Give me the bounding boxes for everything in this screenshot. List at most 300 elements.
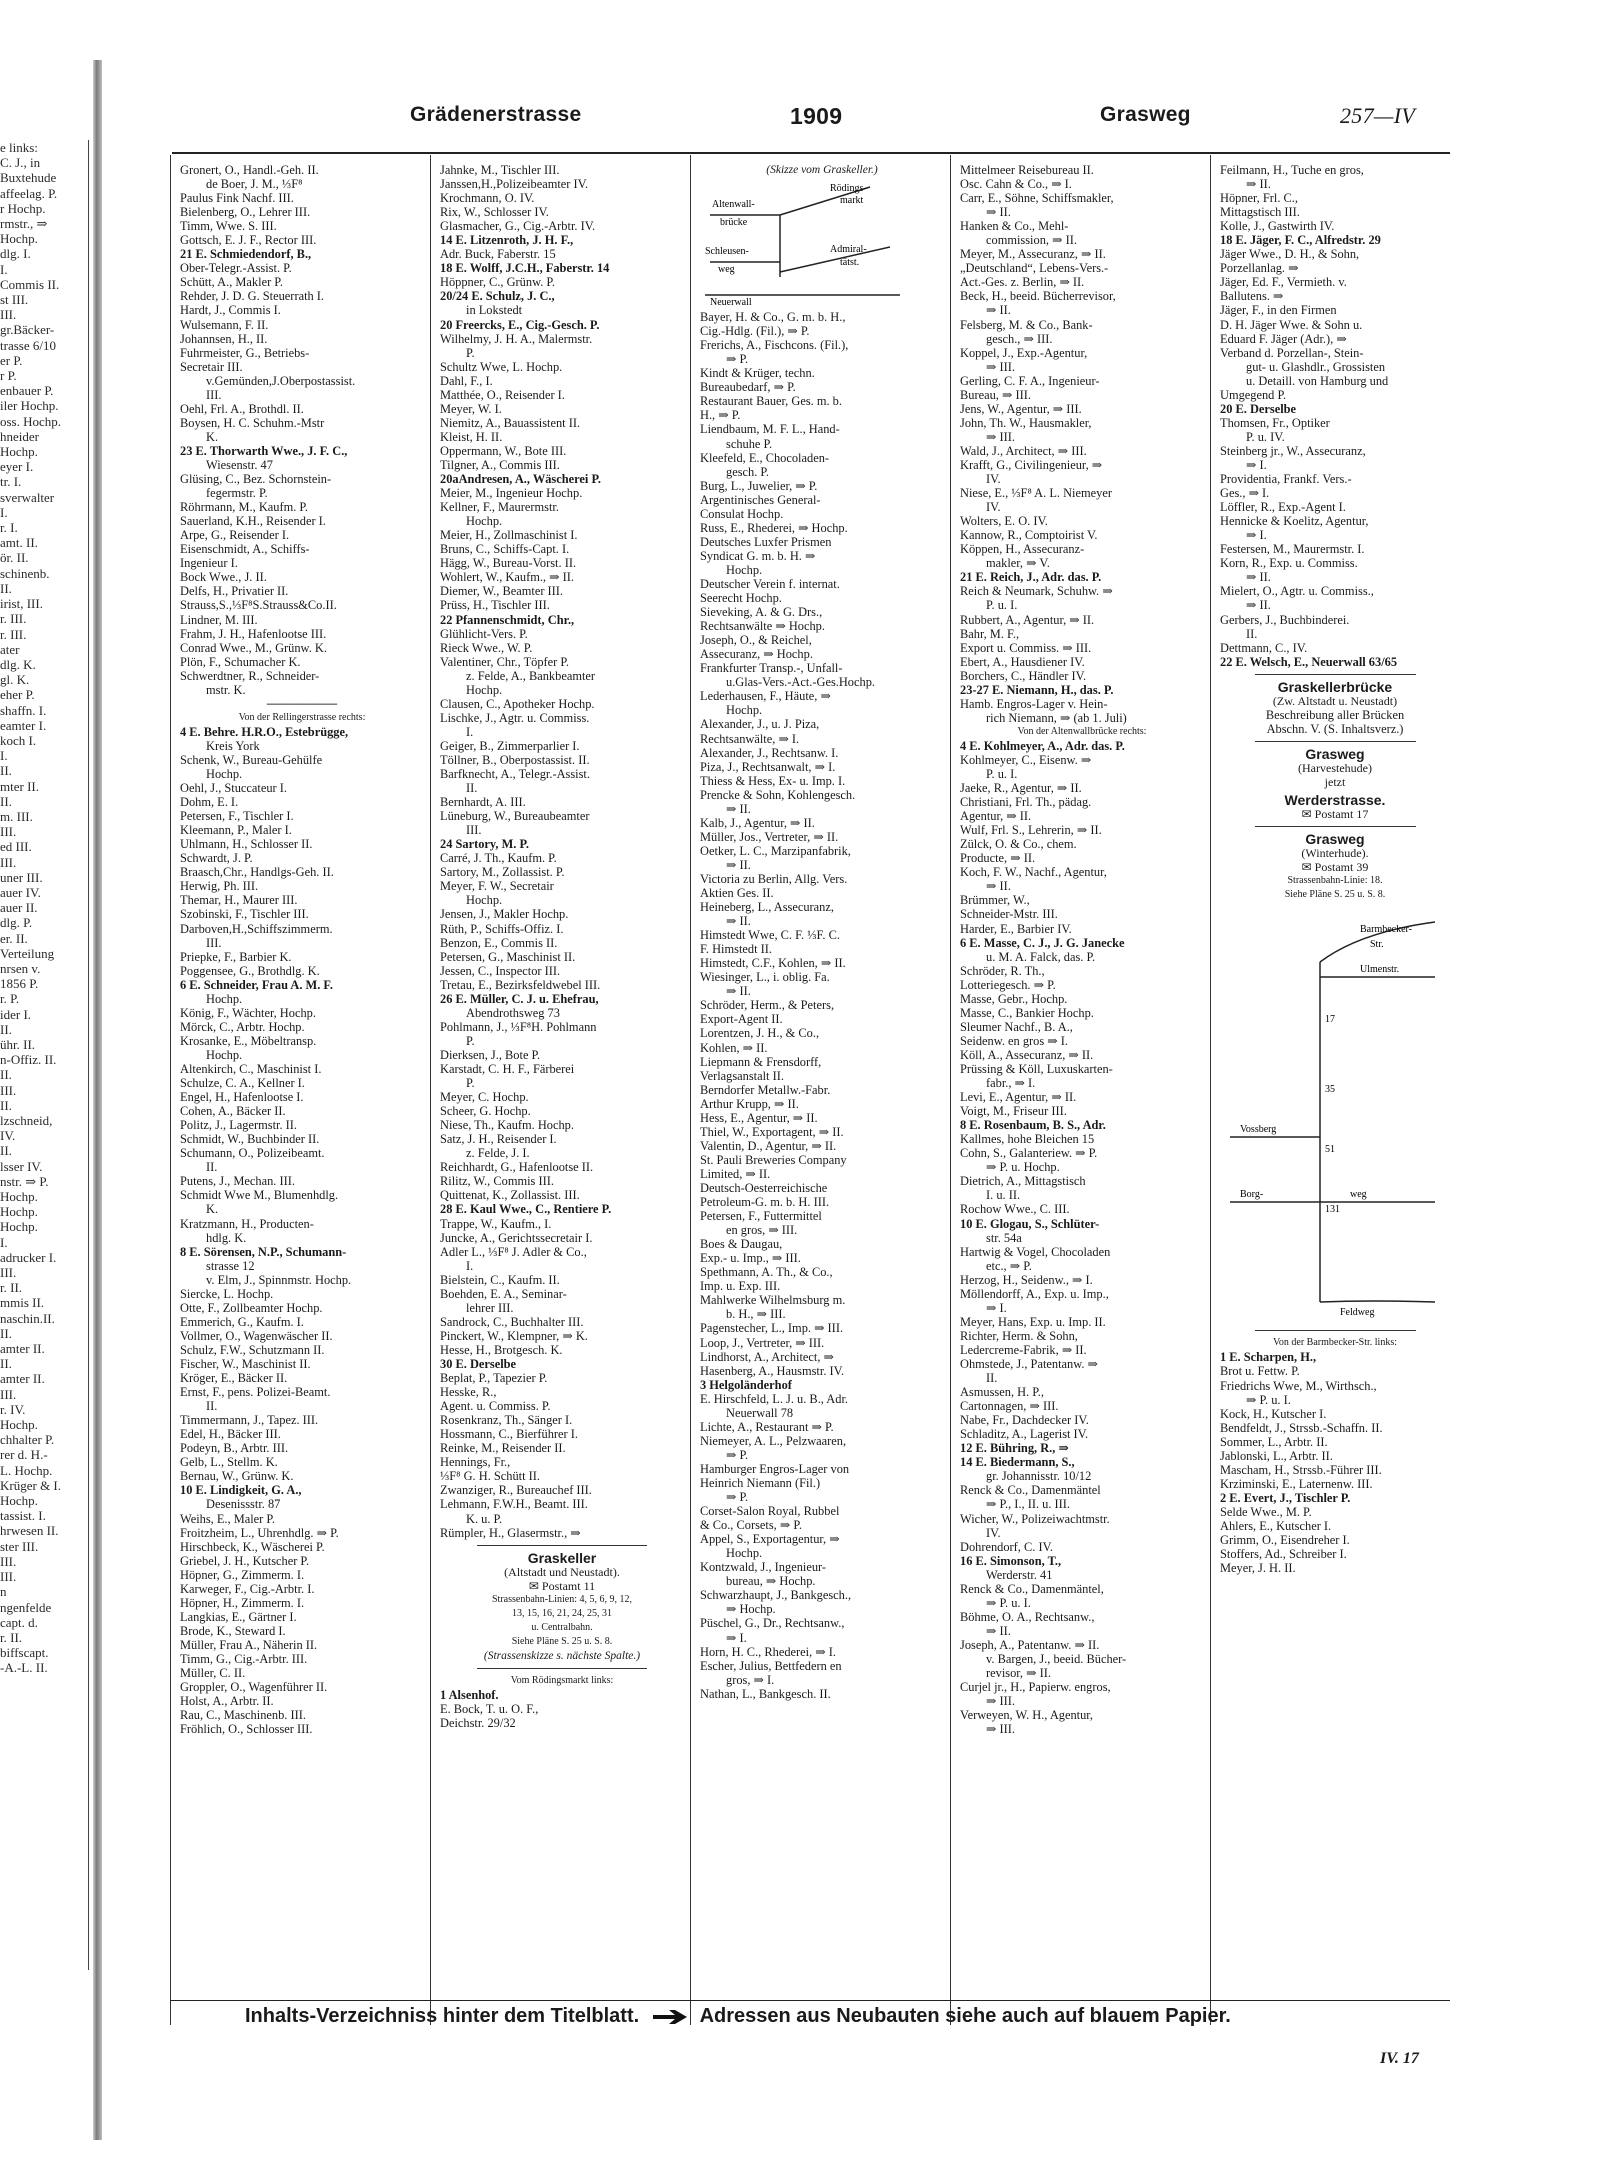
entry-line: Ernst, F., pens. Polizei-Beamt.: [180, 1385, 331, 1400]
entry-line: Osc. Cahn & Co., ⇒ I.: [960, 177, 1072, 192]
entry-line: Conrad Wwe., M., Grünw. K.: [180, 640, 327, 655]
entry-line: Lüneburg, W., Bureaubeamter: [440, 809, 590, 824]
left-page-line: L. Hochp.: [0, 1462, 53, 1478]
left-page-line: I.: [0, 261, 8, 277]
sketch-label: brücke: [720, 217, 748, 229]
entry-line: Putens, J., Mechan. III.: [180, 1174, 295, 1189]
entry-line: Festersen, M., Maurermstr. I.: [1220, 542, 1365, 557]
entry-line: Umgegend P.: [1220, 387, 1287, 402]
entry-line: 23 E. Thorwarth Wwe., J. F. C.,: [180, 443, 348, 458]
entry-line: II.: [206, 1399, 218, 1414]
entry-line: Petersen, G., Maschinist II.: [440, 949, 576, 964]
entry-line: I.: [466, 724, 474, 739]
entry-line: gut- u. Glashdlr., Grossisten: [1246, 359, 1386, 374]
entry-line: Schwarzhaupt, J., Bankgesch.,: [700, 1588, 852, 1603]
header-page-number: 257—IV: [1340, 103, 1416, 128]
entry-line: ⇒ I.: [986, 1300, 1007, 1315]
entry-line: Beck, H., beeid. Bücherrevisor,: [960, 289, 1116, 304]
jetzt-label: jetzt: [1324, 774, 1346, 789]
entry-line: Horn, H. C., Rhederei, ⇒ I.: [700, 1644, 836, 1659]
entry-line: u. M. A. Falck, das. P.: [986, 949, 1096, 964]
entry-line: mstr. K.: [206, 682, 246, 697]
entry-line: Strassenbahn-Linien: 4, 5, 6, 9, 12,: [492, 1593, 632, 1605]
entry-line: Koppel, J., Exp.-Agentur,: [960, 345, 1088, 360]
entry-line: Alexander, J., u. J. Piza,: [700, 717, 820, 732]
entry-line: Wulf, Frl. S., Lehrerin, ⇒ II.: [960, 823, 1102, 838]
entry-line: Dettmann, C., IV.: [1220, 640, 1308, 655]
entry-line: Quittenat, K., Zollassist. III.: [440, 1188, 580, 1203]
entry-line: ⇒ III.: [986, 1694, 1015, 1709]
left-page-line: nrsen v.: [0, 960, 41, 976]
entry-line: Ges., ⇒ I.: [1220, 486, 1270, 501]
entry-line: Petersen, F., Futtermittel: [700, 1209, 822, 1224]
left-page-line: II.: [0, 580, 12, 596]
entry-line: Emmerich, G., Kaufm. I.: [180, 1314, 304, 1329]
entry-line: Meyer, C. Hochp.: [440, 1090, 529, 1105]
left-page-line: ngenfelde: [0, 1599, 52, 1615]
entry-line: Frerichs, A., Fischcons. (Fil.),: [700, 338, 849, 353]
entry-line: Rau, C., Maschinenb. III.: [180, 1708, 306, 1723]
entry-line: P.: [466, 1033, 475, 1048]
entry-line: Reichhardt, G., Hafenlootse II.: [440, 1160, 594, 1175]
entry-line: schuhe P.: [726, 436, 773, 451]
entry-line: Syndicat G. m. b. H. ⇒: [700, 548, 816, 563]
left-page-line: II.: [0, 793, 12, 809]
entry-line: Wilhelmy, J. H. A., Malermstr.: [440, 331, 593, 346]
left-page-line: Verteilung: [0, 945, 55, 961]
entry-line: ⇒ II.: [726, 914, 751, 929]
entry-line: Export u. Commiss. ⇒ III.: [960, 640, 1092, 655]
entry-line: Reinke, M., Reisender II.: [440, 1441, 566, 1456]
entry-line: Glüsing, C., Bez. Schornstein-: [180, 472, 332, 487]
entry-line: John, Th. W., Hausmakler,: [960, 415, 1092, 430]
entry-line: Wolters, E. O. IV.: [960, 514, 1048, 529]
entry-line: Kleefeld, E., Chocoladen-: [700, 450, 830, 465]
entry-line: P. u. I.: [986, 598, 1018, 613]
entry-line: Karstadt, C. H. F., Färberei: [440, 1062, 575, 1076]
entry-line: Hamb. Engros-Lager v. Hein-: [960, 696, 1108, 711]
entry-line: Lichte, A., Restaurant ⇒ P.: [700, 1419, 834, 1434]
left-page-line: ider I.: [0, 1006, 32, 1022]
entry-line: Krosanke, E., Möbeltransp.: [180, 1033, 317, 1048]
section-divider: [1255, 741, 1416, 742]
entry-line: Altenkirch, C., Maschinist I.: [180, 1062, 322, 1076]
entry-line: Feilmann, H., Tuche en gros,: [1220, 163, 1364, 177]
entry-line: in Lokstedt: [466, 303, 523, 318]
entry-line: Sieveking, A. & G. Drs.,: [700, 605, 823, 620]
entry-line: Herzog, H., Seidenw., ⇒ I.: [960, 1272, 1093, 1287]
entry-line: Aktien Ges. II.: [700, 886, 774, 901]
entry-line: Sartory, M., Zollassist. P.: [440, 865, 565, 880]
entry-line: Kohlen, ⇒ II.: [700, 1040, 768, 1055]
entry-line: z. Felde, J. I.: [466, 1146, 530, 1161]
section-subtitle: (Winterhude).: [1301, 846, 1369, 861]
entry-line: Beplat, P., Tapezier P.: [440, 1371, 548, 1386]
entry-line: Siercke, L. Hochp.: [180, 1286, 274, 1301]
entry-line: Grimm, O., Eisendreher I.: [1220, 1533, 1350, 1548]
entry-line: Meyer, F. W., Secretair: [440, 879, 554, 894]
entry-line: Plön, F., Schumacher K.: [180, 654, 301, 669]
entry-line: 10 E. Lindigkeit, G. A.,: [180, 1483, 302, 1498]
left-page-line: tassist. I.: [0, 1508, 46, 1524]
entry-line: Beschreibung aller Brücken: [1265, 707, 1405, 722]
left-page-line: r. III.: [0, 626, 27, 642]
entry-line: bureau, ⇒ Hochp.: [726, 1574, 816, 1589]
entry-line: Bayer, H. & Co., G. m. b. H.,: [700, 310, 846, 325]
entry-line: Rehder, J. D. G. Steuerrath I.: [180, 289, 325, 304]
entry-line: Valentin, D., Agentur, ⇒ II.: [700, 1138, 837, 1153]
left-page-line: Commis II.: [0, 276, 60, 292]
entry-line: Hirschbeck, K., Wäscherei P.: [180, 1539, 325, 1554]
entry-line: Meyer, M., Assecuranz, ⇒ II.: [960, 247, 1106, 262]
entry-line: u.Glas-Vers.-Act.-Ges.Hochp.: [726, 675, 875, 690]
entry-line: Politz, J., Lagermstr. II.: [180, 1118, 298, 1133]
entry-line: Ober-Telegr.-Assist. P.: [180, 261, 292, 276]
left-page-line: irist, III.: [0, 596, 43, 612]
entry-line: II.: [206, 1160, 218, 1175]
entry-line: Pinckert, W., Klempner, ⇒ K.: [440, 1328, 588, 1343]
left-page-line: uner III.: [0, 869, 43, 885]
left-page-line: Hochp.: [0, 1204, 38, 1220]
entry-line: IV.: [986, 472, 1001, 487]
entry-line: de Boer, J. M., ⅓F⁸: [206, 177, 303, 192]
entry-line: Von der Altenwallbrücke rechts:: [1017, 725, 1147, 737]
left-page-line: III.: [0, 1553, 17, 1569]
section-title-graskeller: Graskeller: [527, 1549, 597, 1566]
entry-line: Joseph, A., Patentanw. ⇒ II.: [960, 1637, 1100, 1652]
entry-line: Gottsch, E. J. F., Rector III.: [180, 233, 317, 248]
entry-line: & Co., Corsets, ⇒ P.: [700, 1518, 802, 1533]
entry-line: Piza, J., Rechtsanwalt, ⇒ I.: [700, 759, 836, 774]
entry-line: Meyer, W. I.: [440, 401, 502, 416]
section-divider: [1255, 1330, 1416, 1331]
left-page-line: C. J., in: [0, 155, 41, 171]
section-title-grasweg-winterhude: Grasweg: [1305, 831, 1365, 848]
left-page-line: biffscapt.: [0, 1645, 49, 1661]
entry-line: Bock Wwe., J. II.: [180, 570, 267, 585]
entry-line: Scheer, G. Hochp.: [440, 1104, 531, 1119]
entry-line: Jäger Wwe., D. H., & Sohn,: [1220, 247, 1360, 262]
entry-line: Herwig, Ph. III.: [180, 879, 259, 894]
left-page-line: II.: [0, 1021, 12, 1037]
entry-line: str. 54a: [986, 1230, 1022, 1245]
entry-line: Fröhlich, O., Schlosser III.: [180, 1722, 313, 1737]
werderstrasse-label: Werderstrasse.: [1284, 792, 1386, 809]
header-street-end: Grasweg: [1100, 103, 1191, 126]
entry-line: Püschel, G., Dr., Rechtsanw.,: [700, 1616, 845, 1631]
entry-line: 28 E. Kaul Wwe., C., Rentiere P.: [440, 1202, 612, 1217]
entry-line: 20 E. Derselbe: [1220, 401, 1297, 416]
entry-line: Köll, A., Assecuranz, ⇒ II.: [960, 1047, 1094, 1062]
entry-line: Nathan, L., Bankgesch. II.: [700, 1686, 831, 1701]
entry-line: Himstedt, C.F., Kohlen, ⇒ II.: [700, 956, 846, 971]
entry-line: Bureau, ⇒ III.: [960, 387, 1031, 402]
entry-line: König, F., Wächter, Hochp.: [180, 1005, 316, 1020]
entry-line: Glühlicht-Vers. P.: [440, 626, 528, 641]
entry-line: Desenissstr. 87: [206, 1497, 281, 1512]
left-page-line: ater: [0, 641, 20, 657]
entry-line: Lindner, M. III.: [180, 612, 258, 627]
entry-line: Steinberg jr., W., Assecuranz,: [1220, 443, 1366, 458]
entry-line: ⇒ I.: [726, 1630, 747, 1645]
left-page-line: n: [0, 1584, 7, 1600]
entry-line: II.: [466, 781, 478, 796]
entry-line: Bendfeldt, J., Strssb.-Schaffn. II.: [1220, 1420, 1383, 1435]
left-page-line: Hochp.: [0, 444, 38, 460]
entry-line: Hennicke & Koelitz, Agentur,: [1220, 514, 1369, 529]
entry-line: Seerecht Hochp.: [700, 591, 782, 606]
entry-line: Hossmann, C., Bierführer I.: [440, 1427, 578, 1442]
entry-line: Boehden, E. A., Seminar-: [440, 1286, 567, 1301]
entry-line: Niese, E., ⅓F⁸ A. L. Niemeyer: [960, 486, 1112, 501]
entry-line: Eisenschmidt, A., Schiffs-: [180, 542, 310, 557]
left-page-line: 1856 P.: [0, 976, 39, 992]
entry-line: Kontzwald, J., Ingenieur-: [700, 1560, 827, 1575]
entry-line: Deichstr. 29/32: [440, 1716, 516, 1731]
left-page-line: r Hochp.: [0, 200, 46, 216]
sketch-label: Altenwall-: [712, 199, 755, 211]
entry-line: Levi, E., Agentur, ⇒ II.: [960, 1090, 1077, 1105]
left-page-line: auer II.: [0, 900, 38, 916]
entry-line: gesch. P.: [726, 464, 770, 479]
entry-line: ⇒ P.: [726, 1490, 749, 1505]
entry-line: Agentur, ⇒ II.: [960, 809, 1032, 824]
entry-line: Thomsen, Fr., Optiker: [1220, 415, 1330, 430]
entry-line: 4 E. Kohlmeyer, A., Adr. das. P.: [960, 738, 1125, 753]
entry-line: 14 E. Litzenroth, J. H. F.,: [440, 233, 574, 248]
entry-line: Kreis York: [206, 738, 260, 753]
page-code: IV. 17: [1380, 2050, 1419, 2067]
entry-line: Hamburger Engros-Lager von: [700, 1461, 850, 1476]
entry-line: P. u. IV.: [1246, 429, 1285, 444]
entry-line: Prüssing & Köll, Luxuskarten-: [960, 1062, 1113, 1076]
left-page-line: eamter I.: [0, 717, 47, 733]
entry-line: Schulz, F.W., Schutzmann II.: [180, 1342, 325, 1357]
entry-line: Siehe Pläne S. 25 u. S. 8.: [1284, 889, 1386, 901]
entry-line: Friedrichs Wwe, M., Wirthsch.,: [1220, 1378, 1377, 1393]
entry-line: Verband d. Porzellan-, Stein-: [1220, 345, 1364, 360]
entry-line: Hochp.: [206, 991, 243, 1006]
entry-line: Nabe, Fr., Dachdecker IV.: [960, 1413, 1089, 1428]
entry-line: 18 E. Jäger, F. C., Alfredstr. 29: [1220, 233, 1381, 248]
entry-line: Verlagsanstalt II.: [700, 1068, 784, 1083]
side-header: Von der Barmbecker-Str. links:: [1272, 1337, 1398, 1349]
entry-line: ⇒ P., I., II. u. III.: [986, 1497, 1071, 1512]
entry-line: Schröder, R. Th.,: [960, 963, 1045, 978]
entry-line: Rilitz, W., Commis III.: [440, 1174, 554, 1189]
entry-line: Zülck, O. & Co., chem.: [960, 837, 1077, 852]
entry-line: Rieck Wwe., W. P.: [440, 640, 533, 655]
entry-line: III.: [466, 823, 482, 838]
entry-line: Reich & Neumark, Schuhw. ⇒: [960, 584, 1113, 599]
entry-line: 24 Sartory, M. P.: [440, 837, 530, 852]
left-page-line: dlg. K.: [0, 656, 36, 672]
entry-line: fabr., ⇒ I.: [986, 1076, 1036, 1091]
entry-line: Harder, E., Barbier IV.: [960, 921, 1072, 936]
entry-line: II.: [986, 1371, 998, 1386]
entry-line: Rechtsanwälte, ⇒ I.: [700, 731, 800, 746]
entry-line: Boysen, H. C. Schuhm.-Mstr: [180, 415, 325, 430]
left-page-line: eher P.: [0, 687, 35, 703]
entry-line: Fuhrmeister, G., Betriebs-: [180, 345, 310, 360]
entry-line: ⇒ P. u. I.: [986, 1595, 1031, 1610]
entry-line: Bernau, W., Grünw. K.: [180, 1469, 294, 1484]
postamt-label: ✉ Postamt 11: [528, 1578, 596, 1593]
map-label: 35: [1325, 1084, 1335, 1096]
entry-line: D. H. Jäger Wwe. & Sohn u.: [1220, 317, 1363, 332]
entry-line: etc., ⇒ P.: [986, 1258, 1032, 1273]
entry-line: E. Hirschfeld, L. J. u. B., Adr.: [700, 1391, 848, 1406]
entry-line: Jablonski, L., Arbtr. II.: [1220, 1448, 1333, 1463]
entry-line: ⇒ II.: [726, 857, 751, 872]
entry-line: Oetker, L. C., Marzipanfabrik,: [700, 843, 851, 858]
entry-line: Wulsemann, F. II.: [180, 317, 269, 332]
entry-line: P.: [466, 345, 475, 360]
entry-line: ⇒ I.: [1246, 457, 1267, 472]
left-page-line: rmstr., ⇒: [0, 216, 48, 232]
entry-line: 16 E. Simonson, T.,: [960, 1553, 1062, 1568]
entry-line: Cig.-Hdlg. (Fil.), ⇒ P.: [700, 324, 810, 339]
entry-line: Jaeke, R., Agentur, ⇒ II.: [960, 781, 1082, 796]
entry-line: Diemer, W., Beamter III.: [440, 584, 564, 599]
entry-line: Hanken & Co., Mehl-: [960, 219, 1069, 234]
entry-line: Niemitz, A., Bauassistent II.: [440, 415, 581, 430]
entry-line: Hardt, J., Commis I.: [180, 303, 281, 318]
left-page-line: II.: [0, 1325, 12, 1341]
entry-line: Masse, C., Bankier Hochp.: [960, 1005, 1094, 1020]
entry-line: 6 E. Masse, C. J., J. G. Janecke: [960, 935, 1125, 950]
entry-line: Töllner, B., Oberpostassist. II.: [440, 752, 590, 767]
entry-line: Kohlmeyer, C., Eisenw. ⇒: [960, 752, 1092, 767]
entry-line: Valentiner, Chr., Töpfer P.: [440, 654, 570, 669]
entry-line: Producte, ⇒ II.: [960, 851, 1036, 866]
left-page-line: tr. I.: [0, 474, 22, 490]
entry-line: fegermstr. P.: [206, 486, 268, 501]
sketch-label: Neuerwall: [710, 297, 752, 308]
entry-line: ⅓F⁸ G. H. Schütt II.: [440, 1469, 541, 1484]
entry-line: Glasmacher, G., Cig.-Arbtr. IV.: [440, 219, 596, 234]
column-rule: [430, 155, 431, 2025]
entry-line: K.: [206, 1202, 219, 1217]
left-page-line: III.: [0, 824, 17, 840]
left-page-line: st III.: [0, 292, 29, 308]
pointing-hand-icon: [653, 2010, 687, 2024]
side-header: Vom Rödingsmarkt links:: [510, 1674, 614, 1686]
entry-line: Carré, J. Th., Kaufm. P.: [440, 851, 557, 866]
entry-line: I. u. II.: [986, 1188, 1021, 1203]
entry-line: Schmidt Wwe M., Blumenhdlg.: [180, 1188, 339, 1203]
left-page-line: eyer I.: [0, 459, 34, 475]
entry-line: Griebel, J. H., Kutscher P.: [180, 1553, 310, 1568]
column-rule: [1210, 155, 1211, 2025]
entry-line: Ingenieur I.: [180, 556, 238, 571]
entry-line: Sleumer Nachf., B. A.,: [960, 1019, 1073, 1034]
entry-line: ⇒ P. u. I.: [1246, 1392, 1291, 1407]
entry-line: Lederhausen, F., Häute, ⇒: [700, 689, 831, 704]
entry-line: Röhrmann, M., Kaufm. P.: [180, 500, 309, 515]
entry-line: Strassenbahn-Linie: 18.: [1287, 875, 1383, 887]
entry-line: Rümpler, H., Glasermstr., ⇒: [440, 1525, 581, 1540]
entry-line: Bielstein, C., Kaufm. II.: [440, 1272, 560, 1287]
left-page-line: r. III.: [0, 611, 27, 627]
entry-line: Schütt, A., Makler P.: [180, 275, 283, 290]
entry-line: Cartonnagen, ⇒ III.: [960, 1399, 1059, 1414]
entry-line: gr. Johannisstr. 10/12: [986, 1469, 1092, 1484]
entry-line: F. Himstedt II.: [700, 942, 772, 957]
entry-line: III.: [206, 387, 222, 402]
entry-line: Export-Agent II.: [700, 1012, 783, 1027]
street-line: [1320, 1301, 1435, 1302]
entry-line: Richter, Herm. & Sohn,: [960, 1328, 1078, 1343]
entry-line: Mielert, O., Agtr. u. Commiss.,: [1220, 584, 1374, 599]
entry-line: ────────: [266, 696, 338, 711]
section-subtitle: (Zw. Altstadt u. Neustadt): [1272, 693, 1398, 708]
entry-line: ⇒ II.: [1246, 177, 1271, 192]
entry-line: Arpe, G., Reisender I.: [180, 528, 290, 543]
entry-line: Selde Wwe., M. P.: [1220, 1504, 1312, 1519]
entry-line: Kolle, J., Gastwirth IV.: [1220, 219, 1335, 234]
entry-line: Delfs, H., Privatier II.: [180, 584, 289, 599]
entry-line: Berndorfer Metallw.-Fabr.: [700, 1082, 831, 1097]
entry-line: E. Bock, T. u. O. F.,: [440, 1702, 539, 1717]
entry-line: Frankfurter Transp.-, Unfall-: [700, 661, 843, 676]
directory-column-4: [960, 163, 1204, 2023]
entry-line: ⇒ P.: [726, 1447, 749, 1462]
entry-line: Podeyn, B., Arbtr. III.: [180, 1441, 289, 1456]
entry-line: Poggensee, G., Brothdlg. K.: [180, 963, 320, 978]
entry-line: Themar, H., Maurer III.: [180, 893, 298, 908]
entry-line: Timm, G., Cig.-Arbtr. III.: [180, 1651, 308, 1666]
left-page-line: gl. K.: [0, 672, 30, 688]
entry-line: u. Detaill. von Hamburg und: [1246, 373, 1389, 388]
column-rule: [690, 155, 691, 2025]
left-page-line: amter II.: [0, 1371, 45, 1387]
entry-line: Benzon, E., Commis II.: [440, 935, 558, 950]
entry-line: Matthée, O., Reisender I.: [440, 387, 565, 402]
entry-line: Kallmes, hohe Bleichen 15: [960, 1132, 1095, 1147]
left-page-line: r. P.: [0, 991, 20, 1007]
entry-line: Müller, C. II.: [180, 1666, 246, 1681]
entry-line: Geiger, B., Zimmerparlier I.: [440, 738, 580, 753]
entry-line: Hennings, Fr.,: [440, 1455, 511, 1470]
entry-line: Cohen, A., Bäcker II.: [180, 1104, 286, 1119]
entry-line: ⇒ II.: [1246, 598, 1271, 613]
left-page-line: er. II.: [0, 930, 28, 946]
entry-line: 22 Pfannenschmidt, Chr.,: [440, 612, 575, 627]
entry-line: Renck & Co., Damenmäntel,: [960, 1581, 1104, 1596]
entry-line: Engel, H., Hafenlootse I.: [180, 1090, 304, 1105]
entry-line: z. Felde, A., Bankbeamter: [466, 668, 596, 683]
entry-line: Kock, H., Kutscher I.: [1220, 1406, 1327, 1421]
entry-line: Sauerland, K.H., Reisender I.: [180, 514, 326, 529]
entry-line: Krziminski, E., Laternenw. III.: [1220, 1476, 1373, 1491]
entry-line: Froitzheim, L., Uhrenhdlg. ⇒ P.: [180, 1525, 339, 1540]
entry-line: Abschn. V. (S. Inhaltsverz.): [1266, 721, 1404, 736]
entry-line: Kröger, E., Bäcker II.: [180, 1371, 288, 1386]
entry-line: Frahm, J. H., Hafenlootse III.: [180, 626, 327, 641]
left-page-line: koch I.: [0, 732, 37, 748]
entry-line: Wiesenstr. 47: [206, 457, 273, 472]
left-page-line: capt. d.: [0, 1614, 38, 1630]
entry-line: Hochp.: [726, 562, 763, 577]
entry-line: Boes & Daugau,: [700, 1237, 783, 1252]
entry-line: Escher, Julius, Bettfedern en: [700, 1658, 842, 1673]
entry-line: 8 E. Rosenbaum, B. S., Adr.: [960, 1118, 1106, 1133]
entry-line: Höppner, C., Grünw. P.: [440, 275, 556, 290]
postamt-label: ✉ Postamt 39: [1301, 860, 1369, 875]
entry-line: Bielenberg, O., Lehrer III.: [180, 205, 311, 220]
sketch-label: weg: [718, 264, 735, 276]
